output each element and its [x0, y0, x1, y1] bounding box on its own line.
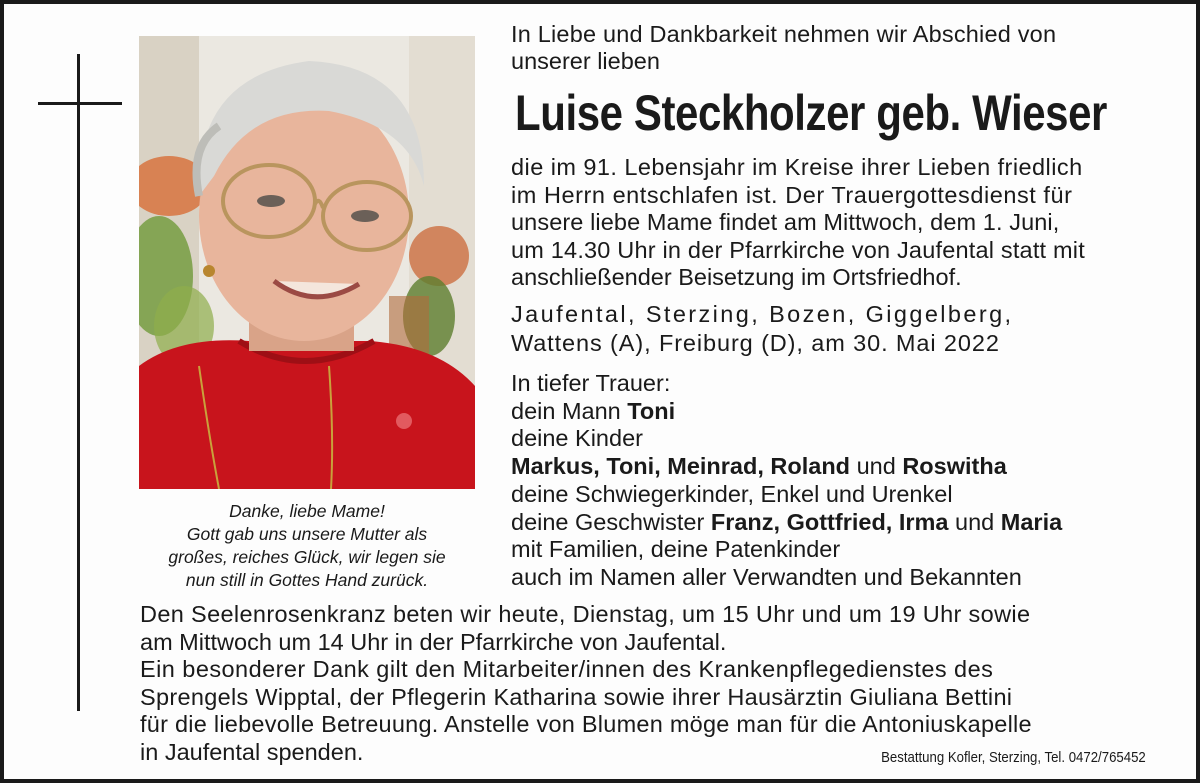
- announcement-line: anschließender Beisetzung im Ortsfriedhof.: [511, 264, 962, 290]
- portrait-photo: [139, 36, 475, 489]
- service-and-thanks: [140, 601, 1170, 766]
- photo-caption: [134, 500, 480, 592]
- siblings-and: und: [955, 508, 995, 535]
- caption-line: großes, reiches Glück, wir legen sie: [168, 547, 446, 567]
- announcement-line: unsere liebe Mame findet am Mittwoch, dem 1. Juni,: [511, 209, 1060, 235]
- mourner-row-siblings: [511, 509, 1181, 537]
- bottom-line: Den Seelenrosenkranz beten wir heute, Dienstag, um 15 Uhr und um 19 Uhr sowie: [140, 601, 1031, 627]
- siblings-last: Maria: [1000, 508, 1063, 535]
- relatives-line: auch im Namen aller Verwandten und Bekannten: [511, 563, 1022, 590]
- place-line: Wattens (A), Freiburg (D), am 30. Mai 2022: [511, 330, 1000, 356]
- bottom-line: in Jaufental spenden.: [140, 738, 364, 765]
- bottom-line: am Mittwoch um 14 Uhr in der Pfarrkirche von Jaufental.: [140, 628, 727, 655]
- children-names: Markus, Toni, Meinrad, Roland: [511, 453, 851, 480]
- mourner-row-children: [511, 453, 1181, 481]
- families-line: mit Familien, deine Patenkinder: [511, 536, 841, 563]
- intro-text: [511, 21, 1171, 75]
- funeral-home: Bestattung Kofler, Sterzing, Tel. 0472/765452: [881, 749, 1146, 766]
- bottom-line: für die liebevolle Betreuung. Anstelle von Blumen möge man für die Antoniuskapelle: [140, 711, 1032, 737]
- cross-icon-horizontal: [38, 102, 122, 105]
- announcement-line: die im 91. Lebensjahr im Kreise ihrer Lieben friedlich: [511, 154, 1083, 180]
- mourner-row-husband: [511, 398, 1181, 426]
- caption-line: nun still in Gottes Hand zurück.: [185, 570, 429, 590]
- deceased-name: Luise Steckholzer geb. Wieser: [515, 85, 1107, 141]
- bottom-line: Ein besonderer Dank gilt den Mitarbeiter/innen des Krankenpflegedienstes des: [140, 656, 994, 682]
- announcement-line: um 14.30 Uhr in der Pfarrkirche von Jaufental statt mit: [511, 236, 1085, 263]
- mourners-list: [511, 370, 1181, 592]
- siblings-prefix: deine Geschwister: [511, 508, 705, 535]
- husband-name: Toni: [627, 397, 676, 424]
- announcement-text: [511, 154, 1171, 292]
- children-last: Roswitha: [902, 453, 1007, 480]
- place-date: [511, 300, 1171, 358]
- husband-prefix: dein Mann: [511, 397, 621, 424]
- place-line: Jaufental, Sterzing, Bozen, Giggelberg,: [511, 301, 1014, 327]
- mourners-heading: In tiefer Trauer:: [511, 370, 671, 396]
- inlaws-line: deine Schwiegerkinder, Enkel und Urenkel: [511, 480, 953, 507]
- children-and: und: [856, 453, 896, 480]
- cross-icon-vertical: [77, 54, 80, 711]
- announcement-line: im Herrn entschlafen ist. Der Trauergottesdienst für: [511, 181, 1073, 208]
- siblings-names: Franz, Gottfried, Irma: [710, 508, 949, 535]
- caption-line: Danke, liebe Mame!: [229, 501, 385, 521]
- caption-line: Gott gab uns unsere Mutter als: [186, 524, 428, 544]
- intro-line: unserer lieben: [511, 48, 660, 74]
- bottom-line: Sprengels Wipptal, der Pflegerin Katharina sowie ihrer Hausärztin Giuliana Bettini: [140, 683, 1013, 710]
- children-label: deine Kinder: [511, 425, 643, 452]
- intro-line: In Liebe und Dankbarkeit nehmen wir Abschied von: [511, 21, 1057, 47]
